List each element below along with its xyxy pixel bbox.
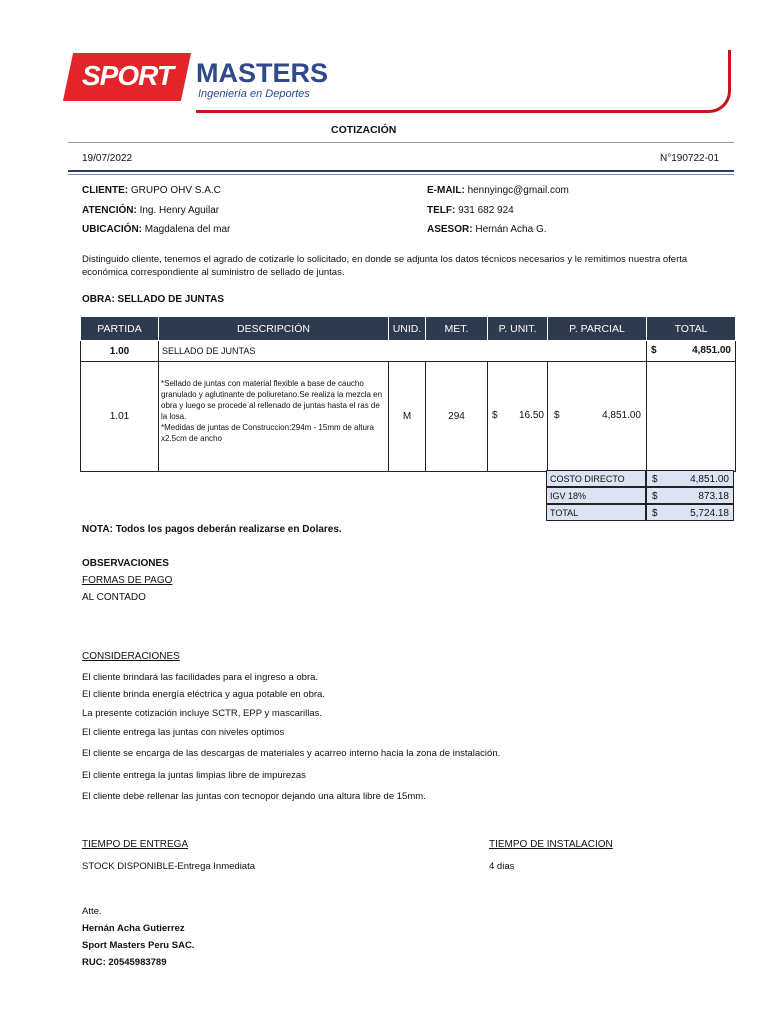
ubicacion-row	[82, 224, 230, 235]
divider-bottom	[68, 174, 734, 175]
group-total-cell	[647, 341, 736, 362]
asesor-value: Hernán Acha G.	[475, 224, 547, 235]
table-header-row	[81, 317, 736, 341]
item-p-parcial-cell	[548, 362, 647, 472]
item-descripcion-1: *Sellado de juntas con material flexible a base de caucho granulado y aglutinante de poliuretano.Se realiza la mezcla en obra y luego se procede al rellenado de juntas hasta el ras de la losa.	[161, 379, 383, 421]
consideracion-item: El cliente brinda energía eléctrica y agua potable en obra.	[82, 689, 325, 700]
header-descripcion: DESCRIPCIÓN	[159, 317, 389, 341]
consideraciones-title: CONSIDERACIONES	[82, 651, 180, 662]
costo-directo-currency: $	[652, 474, 658, 485]
firma-ruc: RUC: 20545983789	[82, 957, 167, 968]
item-p-parcial: 4,851.00	[602, 410, 641, 421]
consideracion-item: La presente cotización incluye SCTR, EPP y mascarillas.	[82, 708, 323, 719]
item-met: 294	[426, 362, 488, 472]
header-total: TOTAL	[647, 317, 736, 341]
email-label: E-MAIL:	[427, 185, 465, 196]
item-total-cell	[647, 362, 736, 472]
telf-value: 931 682 924	[458, 205, 514, 216]
igv-currency: $	[652, 491, 658, 502]
total-cell	[646, 504, 734, 521]
cliente-row	[82, 185, 221, 196]
header-unid: UNID.	[389, 317, 426, 341]
item-p-unit: 16.50	[518, 410, 544, 421]
igv-cell	[646, 487, 734, 504]
instalacion-label: TIEMPO DE INSTALACION	[489, 839, 613, 850]
group-descripcion: SELLADO DE JUNTAS	[159, 341, 647, 362]
divider-top	[68, 170, 734, 172]
telf-row	[427, 205, 514, 216]
asesor-row	[427, 224, 547, 235]
formas-pago-value: AL CONTADO	[82, 592, 146, 603]
item-unid: M	[389, 362, 426, 472]
total-label: TOTAL	[546, 504, 646, 521]
costo-directo-label: COSTO DIRECTO	[546, 470, 646, 487]
table-row-group	[81, 341, 736, 362]
cliente-value: GRUPO OHV S.A.C	[130, 185, 221, 196]
header-partida: PARTIDA	[81, 317, 159, 341]
item-p-unit-cell	[488, 362, 548, 472]
item-descripcion	[159, 362, 389, 472]
observaciones-title: OBSERVACIONES	[82, 558, 169, 569]
header-p-parcial: P. PARCIAL	[548, 317, 647, 341]
email-value: hennyingc@gmail.com	[467, 185, 569, 196]
doc-date: 19/07/2022	[82, 153, 133, 164]
email-row	[427, 185, 569, 196]
consideracion-item: El cliente se encarga de las descargas de materiales y acarreo interno hacia la zona de instalación.	[82, 748, 501, 759]
cliente-label: CLIENTE:	[82, 185, 129, 196]
ubicacion-value: Magdalena del mar	[144, 224, 231, 235]
firma-empresa: Sport Masters Peru SAC.	[82, 940, 195, 951]
item-p-parcial-currency: $	[554, 410, 560, 421]
item-descripcion-2: *Medidas de juntas de Construccion:294m - 15mm de altura x2.5cm de ancho	[161, 423, 374, 443]
consideracion-item: El cliente brindará las facilidades para el ingreso a obra.	[82, 672, 319, 683]
doc-title: COTIZACIÓN	[331, 124, 397, 136]
total-currency: $	[652, 508, 658, 519]
header-p-unit: P. UNIT.	[488, 317, 548, 341]
atencion-label: ATENCIÓN:	[82, 205, 137, 216]
table-row-item	[81, 362, 736, 472]
atencion-row	[82, 205, 219, 216]
title-rule	[68, 142, 734, 143]
telf-label: TELF:	[427, 205, 456, 216]
asesor-label: ASESOR:	[427, 224, 473, 235]
group-partida: 1.00	[81, 341, 159, 362]
instalacion-value: 4 dias	[489, 861, 515, 872]
entrega-value: STOCK DISPONIBLE-Entrega Inmediata	[82, 861, 256, 872]
item-partida: 1.01	[81, 362, 159, 472]
nota: NOTA: Todos los pagos deberán realizarse en Dolares.	[82, 524, 342, 535]
igv-value: 873.18	[698, 491, 729, 502]
items-table	[80, 316, 736, 472]
obra-title: OBRA: SELLADO DE JUNTAS	[82, 294, 225, 305]
intro-paragraph: Distinguido cliente, tenemos el agrado de cotizarle lo solicitado, en donde se adjunta los datos técnicos necesarios y le remitimos nuestra oferta económica correspondiente al suministro de sellado de juntas.	[82, 254, 688, 278]
formas-pago-label: FORMAS DE PAGO	[82, 575, 173, 586]
firma-nombre: Hernán Acha Gutierrez	[82, 923, 185, 934]
group-currency: $	[651, 345, 657, 356]
costo-directo-cell	[646, 470, 734, 487]
consideracion-item: El cliente debe rellenar las juntas con tecnopor dejando una altura libre de 15mm.	[82, 791, 426, 802]
costo-directo-value: 4,851.00	[690, 474, 729, 485]
ubicacion-label: UBICACIÓN:	[82, 224, 142, 235]
logo-tagline: Ingeniería en Deportes	[198, 88, 310, 100]
consideracion-item: El cliente entrega las juntas con niveles optimos	[82, 727, 285, 738]
logo-masters: MASTERS	[196, 58, 329, 88]
item-p-unit-currency: $	[492, 410, 498, 421]
consideracion-item: El cliente entrega la juntas limpias libre de impurezas	[82, 770, 306, 781]
firma-atte: Atte.	[82, 906, 102, 917]
group-total: 4,851.00	[692, 345, 731, 356]
header-met: MET.	[426, 317, 488, 341]
total-value: 5,724.18	[690, 508, 729, 519]
igv-label: IGV 18%	[546, 487, 646, 504]
atencion-value: Ing. Henry Aguilar	[139, 205, 220, 216]
doc-number: N°190722-01	[660, 153, 720, 164]
entrega-label: TIEMPO DE ENTREGA	[82, 839, 189, 850]
logo-sport: SPORT	[82, 60, 173, 91]
